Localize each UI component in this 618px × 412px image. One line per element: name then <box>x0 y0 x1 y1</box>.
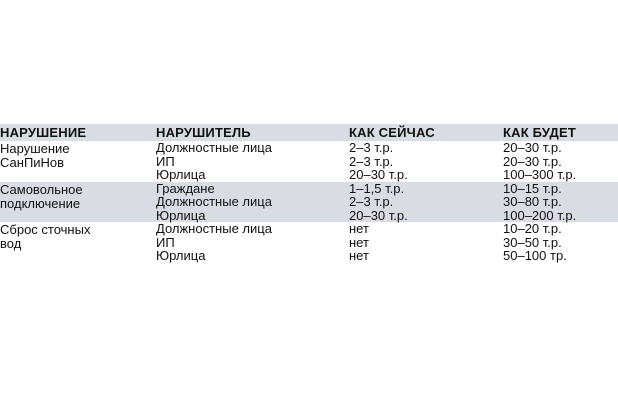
group-wastewater-discharge <box>0 222 618 263</box>
now-cell: нет <box>349 221 369 236</box>
now-cell: нет <box>349 234 369 250</box>
offender-cell: ИП <box>156 153 175 169</box>
will-be-cell: 10–20 т.р. <box>503 221 562 236</box>
table-row <box>0 141 618 155</box>
will-be-cell: 30–80 т.р. <box>503 194 562 209</box>
will-be-cell: 100–300 т.р. <box>503 167 577 182</box>
will-be-cell: 20–30 т.р. <box>503 153 562 169</box>
table-row <box>0 249 618 263</box>
offender-cell: Юрлица <box>156 207 206 223</box>
table-row <box>0 222 618 236</box>
will-be-cell: 30–50 т.р. <box>503 234 562 250</box>
offender-cell: Юрлица <box>156 167 206 182</box>
violation-label: Самовольное подключение <box>0 181 83 211</box>
violation-label: Нарушение СанПиНов <box>0 141 70 170</box>
table-row <box>0 155 618 169</box>
now-cell: 20–30 т.р. <box>349 167 408 182</box>
table-row <box>0 195 618 209</box>
header-offender: НАРУШИТЕЛЬ <box>156 125 251 140</box>
header-will-be: КАК БУДЕТ <box>503 125 576 140</box>
will-be-cell: 50–100 тр. <box>503 248 567 263</box>
offender-cell: Должностные лица <box>156 140 272 155</box>
header-now: КАК СЕЙЧАС <box>349 125 435 140</box>
violation-label: Сброс сточных вод <box>0 222 91 251</box>
offender-cell: Граждане <box>156 180 215 196</box>
offender-cell: Должностные лица <box>156 221 272 236</box>
now-cell: 2–3 т.р. <box>349 140 394 155</box>
table-row <box>0 236 618 250</box>
table-row <box>0 168 618 182</box>
table-header <box>0 124 618 141</box>
offender-cell: ИП <box>156 234 175 250</box>
now-cell: 2–3 т.р. <box>349 194 394 209</box>
group-unauthorized-connection <box>0 182 618 223</box>
will-be-cell: 20–30 т.р. <box>503 140 562 155</box>
offender-cell: Должностные лица <box>156 194 272 209</box>
header-violation: НАРУШЕНИЕ <box>0 125 87 140</box>
will-be-cell: 100–200 т.р. <box>503 207 577 223</box>
now-cell: нет <box>349 248 369 263</box>
now-cell: 1–1,5 т.р. <box>349 180 405 196</box>
table-row <box>0 209 618 223</box>
will-be-cell: 10–15 т.р. <box>503 180 562 196</box>
offender-cell: Юрлица <box>156 248 206 263</box>
now-cell: 20–30 т.р. <box>349 207 408 223</box>
group-sanpin <box>0 141 618 182</box>
now-cell: 2–3 т.р. <box>349 153 394 169</box>
table-row <box>0 182 618 196</box>
fines-table <box>0 124 618 263</box>
